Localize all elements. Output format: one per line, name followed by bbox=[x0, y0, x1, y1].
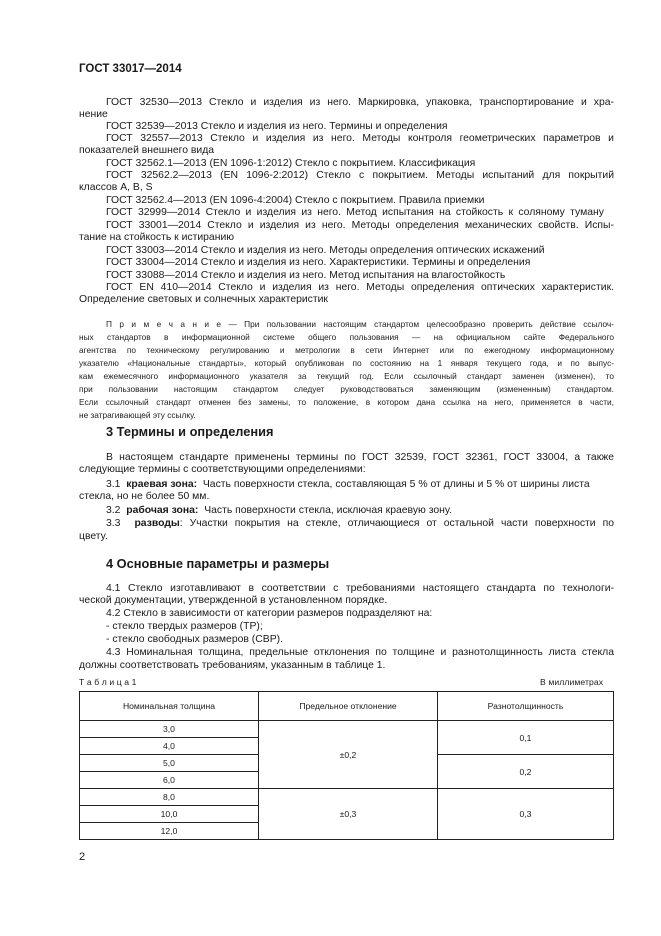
table-cell: ±0,3 bbox=[259, 789, 438, 840]
thickness-table bbox=[79, 691, 614, 840]
note-line: при пользовании настоящим стандартом следует руководствоваться заменяющим (измененным) стандартом. bbox=[79, 384, 614, 394]
paragraph: 4.2 Стекло в зависимости от категории размеров подразделяют на: bbox=[106, 608, 433, 619]
ref-line: ГОСТ 32562.4—2013 (EN 1096-4:2004) Стекло с покрытием. Правила приемки bbox=[106, 195, 485, 206]
paragraph: стекла, но не более 50 мм. bbox=[79, 491, 210, 502]
paragraph: 4.1 Стекло изготавливают в соответствии с требованиями настоящего стандарта по технологи- bbox=[106, 583, 614, 594]
ref-line: ГОСТ 33088—2014 Стекло и изделия из него. Метод испытания на влагостойкость bbox=[106, 270, 506, 281]
term-name: краевая зона: bbox=[126, 479, 198, 490]
ref-line: ГОСТ 32562.2—2013 (EN 1096-2:2012) Стекло с покрытием. Методы испытаний для покрытий bbox=[106, 170, 614, 181]
page-number: 2 bbox=[79, 851, 86, 863]
term-name: разводы bbox=[134, 518, 180, 529]
paragraph: ческой документации, утвержденной в установленном порядке. bbox=[79, 595, 388, 606]
table-label: Т а б л и ц а 1 bbox=[79, 677, 137, 687]
list-item: - стекло твердых размеров (ТР); bbox=[106, 621, 263, 632]
section-4-title: 4 Основные параметры и размеры bbox=[106, 556, 330, 571]
ref-line: ГОСТ 32557—2013 Стекло и изделия из него. Методы контроля геометрических параметров и bbox=[106, 133, 614, 144]
table-cell: 12,0 bbox=[80, 823, 259, 840]
ref-line: классов A, B, S bbox=[79, 182, 153, 193]
table-cell: 0,1 bbox=[438, 721, 614, 755]
table-cell: 8,0 bbox=[80, 789, 259, 806]
ref-line: ГОСТ 33003—2014 Стекло и изделия из него. Методы определения оптических искажений bbox=[106, 245, 545, 256]
column-header: Разнотолщинность bbox=[438, 692, 614, 721]
paragraph: должны соответствовать требованиям, указанным в таблице 1. bbox=[79, 660, 386, 671]
ref-line: тание на стойкость к истиранию bbox=[79, 232, 235, 243]
term-3-3: 3.3 разводы: Участки покрытия на стекле, отличающиеся от остальной части поверхности по bbox=[106, 518, 615, 529]
note-line: не затрагивающей эту ссылку. bbox=[79, 410, 196, 420]
note-line: кам ежемесячного информационного указателя за текущий год. Если ссылочный стандарт заменен (изменен), то bbox=[79, 371, 614, 381]
ref-line: ГОСТ 32530—2013 Стекло и изделия из него. Маркировка, упаковка, транспортирование и хра- bbox=[106, 97, 614, 108]
document-header: ГОСТ 33017—2014 bbox=[79, 63, 182, 75]
table-cell: 5,0 bbox=[80, 755, 259, 772]
term-name: рабочая зона: bbox=[126, 505, 199, 516]
table-cell: ±0,2 bbox=[259, 721, 438, 789]
ref-line: нение bbox=[79, 109, 108, 120]
table-cell: 3,0 bbox=[80, 721, 259, 738]
table-units: В миллиметрах bbox=[540, 677, 604, 687]
ref-line: ГОСТ 32562.1—2013 (EN 1096-1:2012) Стекло с покрытием. Классификация bbox=[106, 158, 476, 169]
ref-line: показателей внешнего вида bbox=[79, 145, 215, 156]
note-line: ных стандартов в информационной системе общего пользования — на официальном сайте Федерального bbox=[79, 332, 614, 342]
term-3-1: 3.1 краевая зона: Часть поверхности стекла, составляющая 5 % от длины и 5 % от ширины листа bbox=[106, 479, 590, 490]
column-header: Предельное отклонение bbox=[259, 692, 438, 721]
ref-line: ГОСТ EN 410—2014 Стекло и изделия из него. Методы определения оптических характеристик. bbox=[106, 282, 614, 293]
ref-line: ГОСТ 33001—2014 Стекло и изделия из него. Методы определения механических свойств. Испы- bbox=[106, 220, 614, 231]
list-item: - стекло свободных размеров (СВР). bbox=[106, 634, 283, 645]
note-line: П р и м е ч а н и е — При пользовании настоящим стандартом целесообразно проверить действие ссылоч- bbox=[106, 319, 614, 329]
paragraph: 4.3 Номинальная толщина, предельные отклонения по толщине и разнотолщинность листа стекла bbox=[106, 647, 614, 658]
paragraph: цвету. bbox=[79, 531, 108, 542]
ref-line: ГОСТ 32539—2013 Стекло и изделия из него. Термины и определения bbox=[106, 121, 448, 132]
table-cell: 10,0 bbox=[80, 806, 259, 823]
ref-line: ГОСТ 33004—2014 Стекло и изделия из него. Характеристики. Термины и определения bbox=[106, 257, 531, 268]
ref-line: Определение световых и солнечных характеристик bbox=[79, 294, 328, 305]
paragraph: В настоящем стандарте применены термины по ГОСТ 32539, ГОСТ 32361, ГОСТ 33004, а также bbox=[106, 452, 614, 463]
table-cell: 4,0 bbox=[80, 738, 259, 755]
note-line: указателю «Национальные стандарты», который опубликован по состоянию на 1 января текущего года, и по выпус- bbox=[79, 358, 614, 368]
paragraph: следующие термины с соответствующими определениями: bbox=[79, 464, 366, 475]
column-header: Номинальная толщина bbox=[80, 692, 259, 721]
section-3-title: 3 Термины и определения bbox=[106, 424, 274, 439]
table-cell: 6,0 bbox=[80, 772, 259, 789]
note-line: агентства по техническому регулированию и метрологии в сети Интернет или по ежегодному информационному bbox=[79, 345, 614, 355]
ref-line: ГОСТ 32999—2014 Стекло и изделия из него. Метод испытания на стойкость к соляному туману bbox=[106, 207, 604, 218]
table-cell: 0,3 bbox=[438, 789, 614, 840]
table-cell: 0,2 bbox=[438, 755, 614, 789]
note-line: Если ссылочный стандарт отменен без замены, то положение, в котором дана ссылка на него, применяется в части, bbox=[79, 397, 614, 407]
term-3-2: 3.2 рабочая зона: Часть поверхности стекла, исключая краевую зону. bbox=[106, 505, 452, 516]
